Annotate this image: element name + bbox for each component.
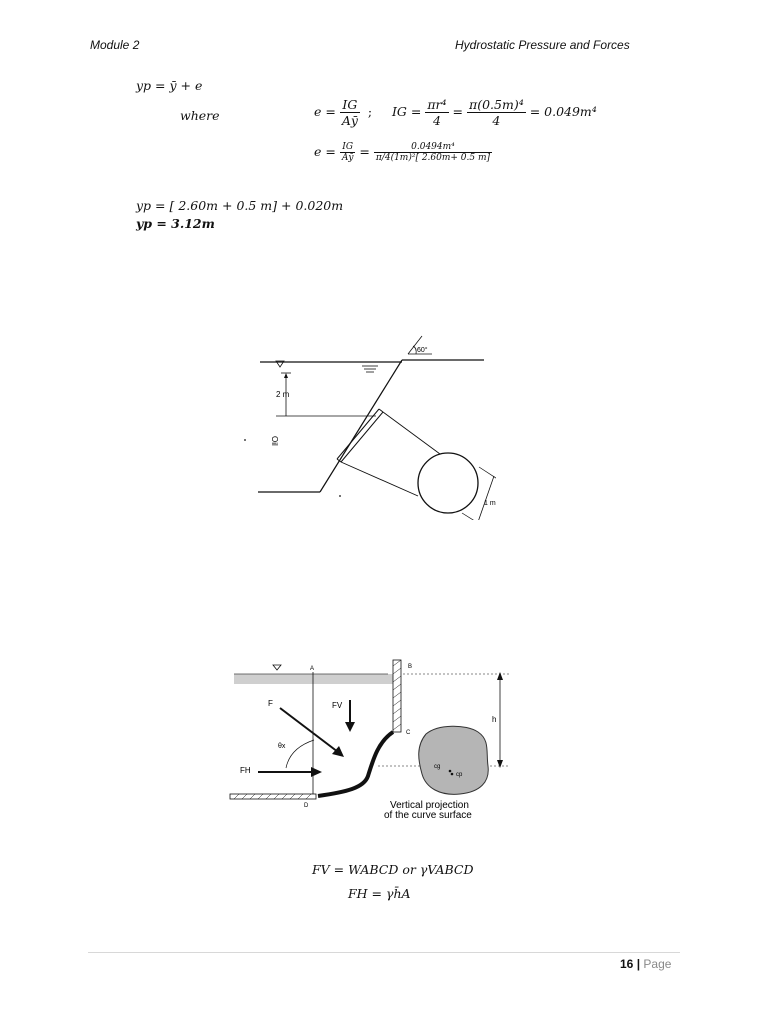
label-fh: FH	[240, 766, 251, 775]
running-header-left: Module 2	[90, 38, 140, 52]
eq-where: where	[180, 108, 220, 123]
figure-inclined-circular-gate	[236, 330, 496, 520]
label-d: D	[304, 803, 309, 809]
label-theta: θx	[278, 743, 286, 750]
eq-e2-num: IG	[340, 142, 356, 153]
eq-e-num: IG	[340, 97, 360, 113]
side-label: Oil	[270, 436, 279, 446]
page-separator: |	[636, 957, 641, 971]
caption-line2: of the curve surface	[384, 810, 472, 821]
footer-rule	[88, 952, 680, 953]
label-c: C	[406, 730, 411, 736]
figure-curved-surface-forces	[228, 656, 528, 828]
eq-e-definition: e = $\frac{IG}{Aȳ}$ ; IG = $\frac{\text{πr⁴}}{4}$ = $\frac{\text{π(0.5m)⁴}}{4}$ = 0.049m⁴	[314, 97, 597, 128]
eq-ig-num2: π(0.5m)⁴	[469, 97, 524, 112]
label-a: A	[310, 666, 315, 672]
eq-ig-den2: 4	[492, 113, 501, 128]
angle-label: 60°	[417, 347, 428, 354]
eq-yp-definition: yp = ȳ + e	[136, 78, 203, 93]
eq-e2-den2: π/4(1m)²[ 2.60m+ 0.5 m]	[375, 153, 491, 163]
eq-yp-result: yp = 3.12m	[136, 216, 215, 231]
eq-e-substitution	[314, 142, 492, 163]
eq-e2-eq: =	[359, 144, 370, 159]
eq-ig-result: = 0.049m⁴	[529, 104, 597, 119]
page-number: 16	[620, 957, 634, 971]
eq-ig-lhs: IG =	[391, 104, 422, 119]
page-footer	[620, 957, 671, 971]
eq-yp-calc: yp = [ 2.60m + 0.5 m] + 0.020m	[136, 198, 344, 213]
diameter-label: 1 m	[484, 500, 496, 507]
label-b: B	[408, 664, 413, 670]
eq-e2-num2: 0.0494m⁴	[374, 142, 492, 153]
eq-ig-num1: πr⁴	[427, 97, 447, 112]
eq-e-den: Aȳ	[341, 113, 358, 128]
running-header-right: Hydrostatic Pressure and Forces	[455, 38, 630, 52]
formula-fh: FH = γh̄A	[348, 886, 411, 901]
caption-line1: Vertical projection	[390, 800, 469, 811]
label-fv: FV	[332, 701, 343, 710]
depth-label: 2 m	[276, 390, 290, 399]
eq-ig-den1: 4	[432, 113, 441, 128]
label-f: F	[268, 699, 273, 708]
eq-e2-den: Aȳ	[341, 153, 354, 163]
eq-e2-lhs: e =	[314, 144, 336, 159]
label-cp: cp	[456, 772, 463, 778]
label-h: h	[492, 715, 497, 724]
page-label: Page	[643, 957, 672, 971]
label-cg: cg	[434, 764, 441, 770]
eq-e-lhs: e =	[314, 104, 336, 119]
eq-separator: ;	[367, 104, 373, 119]
formula-fv: FV = WABCD or γVABCD	[312, 862, 474, 877]
